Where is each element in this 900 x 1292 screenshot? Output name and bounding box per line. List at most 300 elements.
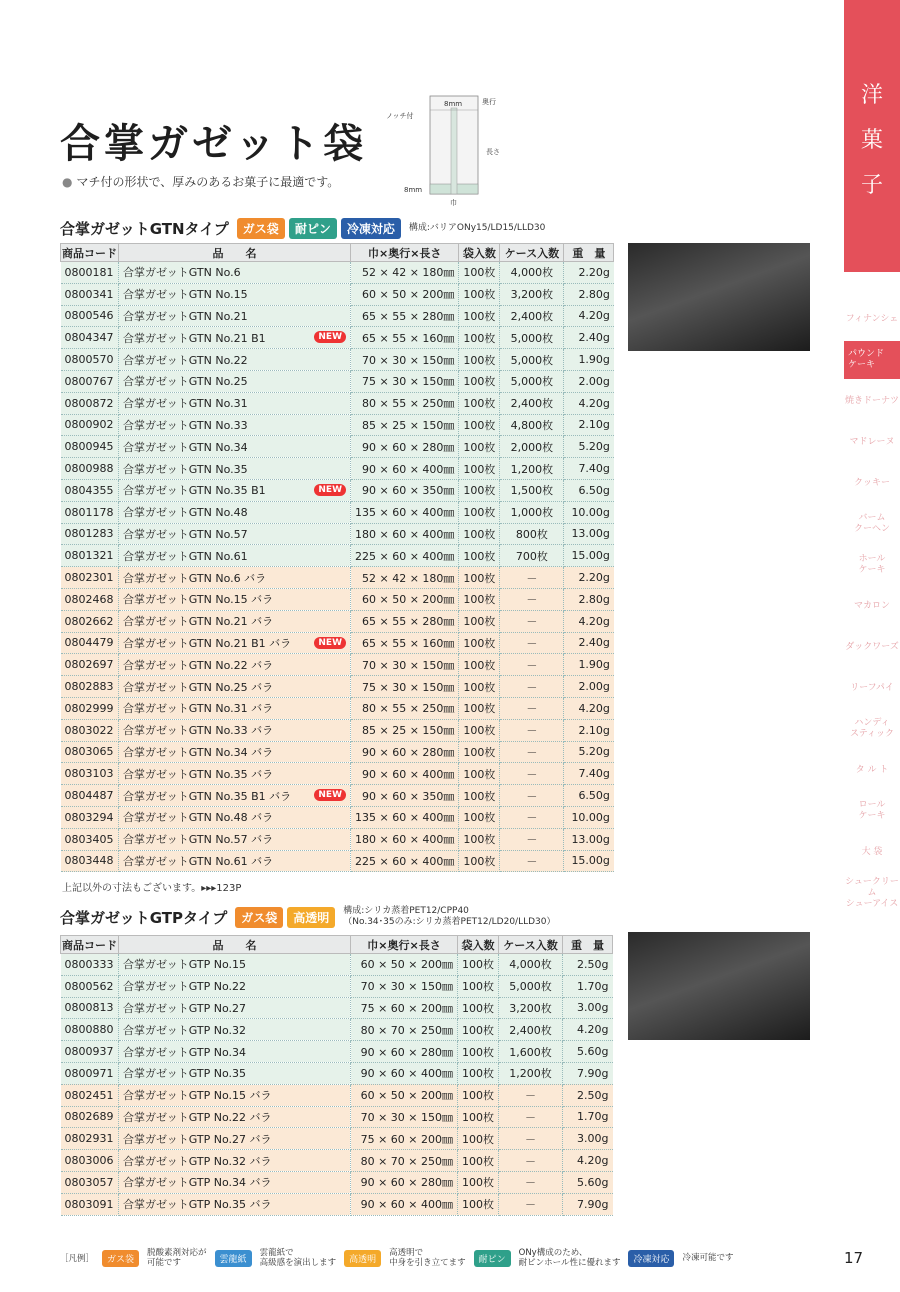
cell-text: 65 × 55 × 280㎜ xyxy=(362,309,455,323)
cell-wt xyxy=(564,697,614,719)
cell-case xyxy=(500,697,564,719)
side-nav-item[interactable]: タ ル ト xyxy=(855,764,889,775)
cell-text: 0800988 xyxy=(64,462,114,476)
category-char: 菓 xyxy=(860,128,883,153)
cell-text: 90 × 60 × 400㎜ xyxy=(360,1198,453,1212)
cell-size xyxy=(351,1106,458,1128)
cell-code xyxy=(61,1041,119,1063)
cell-text: 100枚 xyxy=(462,980,494,994)
column-header: 袋入数 xyxy=(458,936,499,954)
cell-wt xyxy=(564,479,614,501)
column-header: 品 名 xyxy=(119,936,351,954)
cell-qty xyxy=(459,414,500,436)
cell-name xyxy=(119,719,351,741)
badge-gas: ガス袋 xyxy=(237,218,285,239)
cell-qty xyxy=(459,719,500,741)
cell-case xyxy=(500,806,564,828)
cell-text: 0804355 xyxy=(64,483,114,497)
cell-text: 0800181 xyxy=(64,265,114,279)
cell-text: 合掌ガゼットGTP No.15 xyxy=(123,958,247,972)
cell-text: － xyxy=(526,680,538,694)
cell-text: 1.90g xyxy=(578,658,610,672)
cell-text: 10.00g xyxy=(571,810,610,824)
cell-size xyxy=(351,954,458,976)
column-header: 巾×奥行×長さ xyxy=(351,936,458,954)
side-nav-item[interactable]: シュークリーム シューアイス xyxy=(845,876,899,909)
cell-text: － xyxy=(526,854,538,868)
badge-cold: 冷凍対応 xyxy=(341,218,401,239)
cell-case xyxy=(500,305,564,327)
cell-code xyxy=(61,697,119,719)
cell-size xyxy=(351,392,459,414)
cell-text: 80 × 70 × 250㎜ xyxy=(360,1023,453,1037)
cell-qty xyxy=(459,806,500,828)
cell-case xyxy=(500,523,564,545)
table-row xyxy=(61,392,614,414)
cell-code xyxy=(61,975,119,997)
cell-text: 合掌ガゼットGTN No.25 バラ xyxy=(123,680,274,694)
cell-text: 100枚 xyxy=(463,615,496,629)
cell-qty xyxy=(459,545,500,567)
gtp-composition xyxy=(343,906,555,928)
cell-code xyxy=(61,436,119,458)
cell-text: 100枚 xyxy=(462,1001,494,1015)
legend-text: 雲龍紙で 高級感を演出します xyxy=(259,1248,337,1268)
cell-text: 100枚 xyxy=(463,506,496,520)
cell-size xyxy=(351,1084,458,1106)
table-row xyxy=(61,828,614,850)
cell-case xyxy=(500,850,564,872)
cell-size xyxy=(351,414,459,436)
cell-text: － xyxy=(526,615,538,629)
cell-size xyxy=(351,1193,458,1215)
cell-case xyxy=(499,954,563,976)
cell-case xyxy=(499,1150,563,1172)
cell-qty xyxy=(459,741,500,763)
cell-text: 75 × 60 × 200㎜ xyxy=(360,1001,453,1015)
cell-wt xyxy=(564,676,614,698)
table-row xyxy=(61,1150,613,1172)
cell-wt xyxy=(564,567,614,589)
cell-qty xyxy=(459,676,500,698)
cell-text: 合掌ガゼットGTN No.15 xyxy=(123,288,248,302)
diagram-length-label: 長さ xyxy=(486,148,500,156)
cell-text: 2.20g xyxy=(578,571,610,585)
cell-text: 800枚 xyxy=(515,527,548,541)
cell-name xyxy=(119,436,351,458)
cell-text: 4,000枚 xyxy=(509,958,552,972)
cell-wt xyxy=(563,1106,613,1128)
cell-text: 4.20g xyxy=(578,614,610,628)
cell-text: 0803091 xyxy=(64,1197,114,1211)
cell-text: 2.10g xyxy=(578,418,610,432)
table-row xyxy=(61,1062,613,1084)
cell-text: 100枚 xyxy=(463,527,496,541)
bullet-icon: ● xyxy=(62,175,73,189)
cell-wt xyxy=(564,283,614,305)
cell-size xyxy=(351,763,459,785)
cell-case xyxy=(499,1128,563,1150)
legend xyxy=(60,1248,734,1268)
cell-size xyxy=(351,654,459,676)
cell-name xyxy=(119,785,351,807)
cell-size xyxy=(351,632,459,654)
cell-case xyxy=(500,588,564,610)
cell-code xyxy=(61,1193,119,1215)
cell-text: 0803057 xyxy=(64,1175,114,1189)
cell-code xyxy=(61,850,119,872)
cell-qty xyxy=(458,954,499,976)
cell-text: 7.90g xyxy=(577,1066,609,1080)
cell-size xyxy=(351,1019,458,1041)
cell-wt xyxy=(564,262,614,284)
cell-size xyxy=(351,567,459,589)
cell-text: 100枚 xyxy=(462,958,494,972)
cell-text: 100枚 xyxy=(463,266,496,280)
cell-wt xyxy=(563,1150,613,1172)
cell-text: － xyxy=(525,1198,536,1212)
new-badge: NEW xyxy=(314,637,346,649)
cell-code xyxy=(61,501,119,523)
table-row xyxy=(61,741,614,763)
cell-text: 65 × 55 × 280㎜ xyxy=(362,615,455,629)
cell-text: 100枚 xyxy=(462,1045,494,1059)
cell-text: 合掌ガゼットGTP No.22 xyxy=(123,980,247,994)
table-row xyxy=(61,523,614,545)
side-nav-item[interactable]: パウンド ケーキ xyxy=(844,341,900,379)
cell-text: 100枚 xyxy=(462,1154,494,1168)
cell-text: 0800937 xyxy=(64,1045,114,1059)
side-nav-item[interactable]: 大 袋 xyxy=(861,846,883,857)
cell-text: 70 × 30 × 150㎜ xyxy=(362,353,455,367)
cell-text: 70 × 30 × 150㎜ xyxy=(360,980,453,994)
table-row xyxy=(61,349,614,371)
cell-size xyxy=(351,1041,458,1063)
cell-text: － xyxy=(526,833,538,847)
cell-text: 90 × 60 × 350㎜ xyxy=(362,789,455,803)
cell-text: 90 × 60 × 280㎜ xyxy=(360,1045,453,1059)
cell-code xyxy=(61,741,119,763)
cell-text: 3.00g xyxy=(577,1132,609,1146)
cell-text: 100枚 xyxy=(463,288,496,302)
cell-wt xyxy=(563,1171,613,1193)
diagram-top-label: 8mm xyxy=(444,100,463,108)
cell-text: 60 × 50 × 200㎜ xyxy=(360,1089,453,1103)
cell-wt xyxy=(564,763,614,785)
diagram-width-label: 巾 xyxy=(450,199,457,207)
cell-text: 65 × 55 × 160㎜ xyxy=(362,331,455,345)
cell-qty xyxy=(459,479,500,501)
cell-text: － xyxy=(526,571,538,585)
diagram-bottom-label: 8mm xyxy=(404,186,423,194)
cell-text: 0800880 xyxy=(64,1023,114,1037)
cell-case xyxy=(500,719,564,741)
cell-size xyxy=(351,610,459,632)
cell-text: 0802468 xyxy=(64,592,114,606)
cell-code xyxy=(61,349,119,371)
cell-size xyxy=(351,1128,458,1150)
table-row xyxy=(61,479,614,501)
category-char: 子 xyxy=(860,173,883,198)
cell-case xyxy=(500,763,564,785)
side-nav-item[interactable]: ホール ケーキ xyxy=(858,554,886,575)
cell-name xyxy=(119,741,351,763)
cell-name xyxy=(119,997,351,1019)
cell-text: 3.00g xyxy=(577,1001,609,1015)
cell-code xyxy=(61,327,119,349)
cell-text: 2,400枚 xyxy=(509,1023,552,1037)
cell-text: 合掌ガゼットGTN No.48 xyxy=(123,506,248,520)
cell-name xyxy=(119,1193,351,1215)
legend-text: 脱酸素剤対応が 可能です xyxy=(147,1248,207,1268)
cell-case xyxy=(499,1084,563,1106)
cell-size xyxy=(351,501,459,523)
cell-text: － xyxy=(526,724,538,738)
cell-text: － xyxy=(525,1132,536,1146)
cell-wt xyxy=(564,545,614,567)
cell-code xyxy=(61,632,119,654)
cell-text: 合掌ガゼットGTP No.22 バラ xyxy=(123,1110,272,1124)
table-row xyxy=(61,327,614,349)
cell-qty xyxy=(459,523,500,545)
table-row xyxy=(61,654,614,676)
side-nav-item[interactable]: バーム クーヘン xyxy=(853,513,890,534)
cell-qty xyxy=(459,828,500,850)
cell-code xyxy=(61,283,119,305)
cell-text: 90 × 60 × 280㎜ xyxy=(362,745,455,759)
page-number: 17 xyxy=(844,1249,864,1267)
cell-qty xyxy=(459,436,500,458)
cell-text: 合掌ガゼットGTN No.22 バラ xyxy=(123,658,274,672)
badge-gas: ガス袋 xyxy=(235,907,283,928)
cell-size xyxy=(351,523,459,545)
cell-text: 合掌ガゼットGTN No.33 バラ xyxy=(123,724,274,738)
cell-name xyxy=(119,828,351,850)
cell-qty xyxy=(459,654,500,676)
cell-text: 1,600枚 xyxy=(509,1045,552,1059)
cell-code xyxy=(61,1084,119,1106)
cell-text: 0804347 xyxy=(64,331,114,345)
cell-text: － xyxy=(525,1110,536,1124)
table-row xyxy=(61,1041,613,1063)
cell-case xyxy=(500,414,564,436)
cell-qty xyxy=(458,1171,499,1193)
column-header: 品 名 xyxy=(119,244,351,262)
cell-case xyxy=(500,676,564,698)
cell-text: － xyxy=(526,767,538,781)
side-nav-item[interactable]: フィナンシェ xyxy=(845,313,899,324)
side-nav-item[interactable]: マドレーヌ xyxy=(849,436,895,447)
side-nav-item[interactable]: マカロン xyxy=(853,600,890,611)
table-row xyxy=(61,975,613,997)
cell-text: 6.50g xyxy=(578,483,610,497)
cell-text: 2.50g xyxy=(577,1088,609,1102)
side-nav-item[interactable]: 焼きドーナツ xyxy=(845,395,899,406)
cell-code xyxy=(61,1150,119,1172)
table-row xyxy=(61,545,614,567)
cell-text: 0800570 xyxy=(64,353,114,367)
cell-size xyxy=(351,828,459,850)
cell-code xyxy=(61,654,119,676)
cell-qty xyxy=(459,501,500,523)
cell-text: 0803065 xyxy=(64,745,114,759)
cell-text: 100枚 xyxy=(463,680,496,694)
subtitle-text: マチ付の形状で、厚みのあるお菓子に最適です。 xyxy=(76,175,340,189)
cell-code xyxy=(61,828,119,850)
cell-qty xyxy=(459,262,500,284)
cell-name xyxy=(119,545,351,567)
cell-code xyxy=(61,305,119,327)
cell-text: 0801283 xyxy=(64,527,114,541)
cell-name xyxy=(119,283,351,305)
cell-text: 100枚 xyxy=(462,1067,494,1081)
cell-qty xyxy=(458,1041,499,1063)
cell-name xyxy=(119,1084,351,1106)
cell-text: 0802999 xyxy=(64,701,114,715)
cell-text: 0804479 xyxy=(64,636,114,650)
cell-text: 0800971 xyxy=(64,1066,114,1080)
cell-text: 100枚 xyxy=(463,789,496,803)
table-row xyxy=(61,305,614,327)
cell-qty xyxy=(459,763,500,785)
cell-name xyxy=(119,588,351,610)
cell-size xyxy=(351,1062,458,1084)
cell-qty xyxy=(459,392,500,414)
side-nav-item[interactable]: ロール ケーキ xyxy=(858,800,886,821)
cell-text: 100枚 xyxy=(463,353,496,367)
cell-wt xyxy=(564,850,614,872)
cell-wt xyxy=(564,305,614,327)
gtp-composition-1: 構成:シリカ蒸着PET12/CPP40 xyxy=(343,906,469,916)
cell-text: 60 × 50 × 200㎜ xyxy=(362,288,455,302)
cell-case xyxy=(500,262,564,284)
cell-text: 0800562 xyxy=(64,979,114,993)
cell-case xyxy=(499,1019,563,1041)
cell-text: 4.20g xyxy=(577,1154,609,1168)
table-row xyxy=(61,697,614,719)
cell-text: 13.00g xyxy=(571,527,610,541)
cell-name xyxy=(119,1062,351,1084)
cell-case xyxy=(500,741,564,763)
cell-size xyxy=(351,436,459,458)
cell-code xyxy=(61,676,119,698)
category-tab xyxy=(844,0,900,272)
cell-text: 4,800枚 xyxy=(510,418,554,432)
cell-text: 合掌ガゼットGTN No.21 バラ xyxy=(123,615,274,629)
cell-name xyxy=(119,850,351,872)
cell-size xyxy=(351,349,459,371)
cell-text: 合掌ガゼットGTP No.35 xyxy=(123,1067,247,1081)
cell-text: 100枚 xyxy=(462,1023,494,1037)
new-badge: NEW xyxy=(314,331,346,343)
cell-code xyxy=(61,763,119,785)
cell-case xyxy=(500,828,564,850)
cell-wt xyxy=(564,327,614,349)
side-nav-item[interactable]: クッキー xyxy=(853,477,890,488)
cell-name xyxy=(119,1150,351,1172)
cell-case xyxy=(500,479,564,501)
cell-text: 5.20g xyxy=(578,440,610,454)
cell-code xyxy=(61,523,119,545)
table-row xyxy=(61,997,613,1019)
cell-text: 2.20g xyxy=(578,265,610,279)
cell-text: 2.00g xyxy=(578,680,610,694)
cell-code xyxy=(61,458,119,480)
cell-text: 5.60g xyxy=(577,1175,609,1189)
cell-case xyxy=(500,632,564,654)
cell-text: 100枚 xyxy=(463,571,496,585)
cell-text: 100枚 xyxy=(463,375,496,389)
cell-code xyxy=(61,785,119,807)
gtp-table xyxy=(60,935,613,1216)
cell-case xyxy=(499,975,563,997)
cell-wt xyxy=(564,588,614,610)
cell-code xyxy=(61,479,119,501)
legend-badge: 高透明 xyxy=(344,1250,381,1267)
cell-text: 0800872 xyxy=(64,396,114,410)
cell-text: 合掌ガゼットGTN No.35 xyxy=(123,462,248,476)
cell-qty xyxy=(459,785,500,807)
cell-wt xyxy=(564,349,614,371)
cell-text: 90 × 60 × 400㎜ xyxy=(362,767,455,781)
cell-qty xyxy=(458,997,499,1019)
side-nav-item[interactable]: ダックワーズ xyxy=(845,641,899,652)
cell-text: 2.80g xyxy=(578,592,610,606)
cell-text: 100枚 xyxy=(463,811,496,825)
cell-text: 7.40g xyxy=(578,767,610,781)
cell-name xyxy=(119,305,351,327)
cell-text: 1,500枚 xyxy=(510,484,554,498)
cell-text: 合掌ガゼットGTP No.35 バラ xyxy=(123,1198,272,1212)
table-row xyxy=(61,283,614,305)
cell-text: － xyxy=(526,811,538,825)
cell-case xyxy=(500,567,564,589)
table-row xyxy=(61,1106,613,1128)
gtn-table xyxy=(60,243,614,872)
cell-text: 225 × 60 × 400㎜ xyxy=(355,854,455,868)
cell-text: 90 × 60 × 400㎜ xyxy=(362,462,455,476)
cell-text: 100枚 xyxy=(463,593,496,607)
cell-wt xyxy=(564,741,614,763)
gtp-title: 合掌ガゼットGTPタイプ xyxy=(60,908,228,927)
cell-code xyxy=(61,262,119,284)
gtn-composition: 構成:バリアONy15/LD15/LLD30 xyxy=(408,223,546,233)
cell-qty xyxy=(458,1193,499,1215)
cell-name xyxy=(119,523,351,545)
table-row xyxy=(61,632,614,654)
cell-qty xyxy=(459,610,500,632)
cell-text: 0802662 xyxy=(64,614,114,628)
cell-name xyxy=(119,806,351,828)
side-nav-item[interactable]: ハンディ スティック xyxy=(849,718,895,739)
cell-text: 225 × 60 × 400㎜ xyxy=(355,549,455,563)
side-nav-item[interactable]: リーフパイ xyxy=(850,682,894,693)
cell-text: 4,000枚 xyxy=(510,266,554,280)
cell-text: － xyxy=(525,1089,536,1103)
cell-size xyxy=(351,997,458,1019)
table-row xyxy=(61,610,614,632)
cell-qty xyxy=(459,588,500,610)
cell-text: 100枚 xyxy=(462,1089,494,1103)
cell-text: 100枚 xyxy=(463,309,496,323)
side-nav xyxy=(844,300,900,915)
cell-text: 135 × 60 × 400㎜ xyxy=(355,811,455,825)
cell-size xyxy=(351,479,459,501)
table-row xyxy=(61,501,614,523)
cell-name xyxy=(119,697,351,719)
gtn-title: 合掌ガゼットGTNタイプ xyxy=(60,220,229,238)
cell-text: 合掌ガゼットGTN No.21 B1 xyxy=(123,331,266,345)
